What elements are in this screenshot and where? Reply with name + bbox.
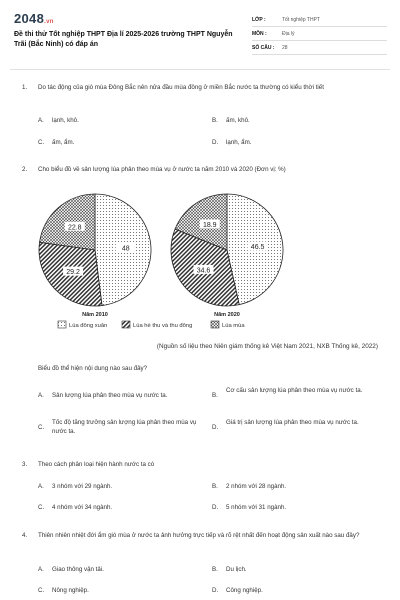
question-text: Do tác động của gió mùa Đông Bắc nên nửa đầu mùa đông ở miền Bắc nước ta thường có kiểu thời tiết [38,84,324,91]
option-letter: A. [38,566,44,573]
legend-label-dong-xuan: Lúa đông xuân [69,323,108,329]
option-letter: C. [38,504,45,511]
option-letter: D. [212,139,219,146]
legend-swatch-he-thu [122,321,130,328]
option-text: Sản lượng lúa phân theo mùa vụ nước ta. [52,392,168,399]
option-text: 4 nhóm với 34 ngành. [52,504,113,511]
option-letter: A. [38,483,44,490]
option-letter: A. [38,392,44,399]
option-text: Cơ cấu sản lượng lúa phân theo mùa vụ nước ta. [226,387,363,394]
option-text: 2 nhóm với 28 ngành. [226,483,287,490]
pie-value-label-1-0: 46.5 [250,244,265,252]
question-number: 3. [22,461,28,468]
meta-key: MÔN : [252,30,267,37]
option-letter: A. [38,117,44,124]
pie-year-label-1: Năm 2020 [214,312,240,318]
pie-value-label-0-1: 29.2 [66,269,80,277]
option-letter: B. [212,483,218,490]
chart-legend [58,321,245,329]
meta-value: Tốt nghiệp THPT [282,16,320,23]
option-text: 3 nhóm với 29 ngành. [52,483,113,490]
option-letter: C. [38,587,45,594]
option-letter: D. [212,424,219,431]
option-letter: D. [212,504,219,511]
option-letter: B. [212,117,218,124]
option-text: Giao thông vận tải. [52,566,104,573]
pie-year-label-0: Năm 2010 [82,312,108,318]
option-letter: C. [38,424,45,431]
pie-value-label-0-0: 48 [121,245,130,253]
logo-text: 2048 [14,11,45,26]
question-text: Thiên nhiên nhiệt đới ẩm gió mùa ở nước ta ảnh hưởng trực tiếp và rõ rệt nhất đến hoạt động sản xuất nào sau đây? [38,532,360,539]
question-number: 4. [22,532,28,539]
option-letter: B. [212,566,218,573]
question-number: 1. [22,84,28,91]
option-text: Nông nghiệp. [52,587,89,594]
option-text: Du lịch. [226,566,247,573]
meta-value: Địa lý [282,30,295,37]
legend-swatch-lua-mua [211,321,219,328]
question-number: 2. [22,166,28,173]
pie-value-label-1-2: 18.9 [202,221,217,229]
meta-value: 28 [282,44,288,51]
page-title: Đề thi thử Tốt nghiệp THPT Địa lí 2025-2026 trường THPT Nguyễn Trãi (Bắc Ninh) có đáp án [14,31,233,48]
legend-swatch-dong-xuan [58,321,66,328]
question-text: Cho biểu đồ về sản lượng lúa phân theo mùa vụ ở nước ta năm 2010 và 2020 (Đơn vị: %) [38,166,286,173]
logo-suffix: .vn [44,19,54,25]
option-letter: C. [38,139,45,146]
question-prompt-text: Biểu đồ thể hiện nội dung nào sau đây? [38,365,148,372]
question-text: Theo cách phân loại hiện hành nước ta có [38,461,155,468]
meta-key: SỐ CÂU : [252,44,275,51]
option-letter: D. [212,587,219,594]
option-text: Tốc độ tăng trưởng sản lượng lúa phân theo mùa vụ nước ta. [52,419,197,435]
legend-label-lua-mua: Lúa mùa [222,323,245,329]
pie-value-label-1-1: 34.6 [196,267,211,275]
option-text: lạnh, ẩm. [226,139,252,146]
legend-label-he-thu: Lúa hè thu và thu đông [133,323,193,329]
option-letter: B. [212,392,218,399]
pie-value-label-0-2: 22.8 [67,224,82,232]
option-text: lạnh, khô. [52,117,79,124]
option-text: Giá trị sản lượng lúa phân theo mùa vụ nước ta. [226,419,359,426]
option-text: 5 nhóm với 31 ngành. [226,504,287,511]
option-text: ấm, khô. [226,117,250,124]
meta-key: LỚP : [252,16,266,23]
option-text: ấm, ẩm. [52,139,75,146]
chart-source-note: (Nguồn số liệu theo Niên giám thống kê Việt Nam 2021, NXB Thống kê, 2022) [156,343,378,350]
option-text: Công nghiệp. [226,587,263,594]
